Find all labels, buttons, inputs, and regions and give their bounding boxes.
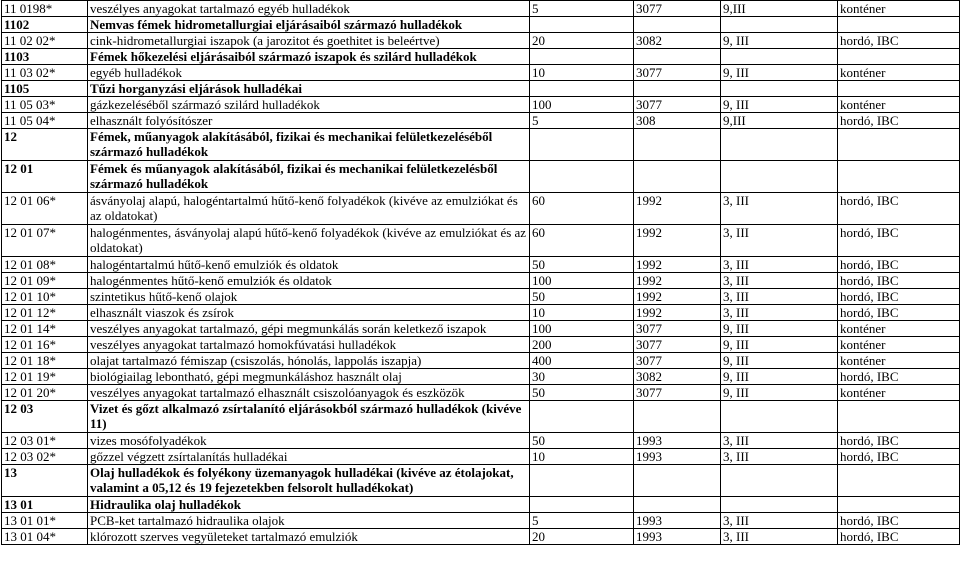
waste-code-cell: 11 05 04*	[2, 113, 88, 129]
table-heading-row	[2, 161, 960, 193]
packaging-cell: hordó, IBC	[838, 113, 960, 129]
waste-code-cell: 12 01 06*	[2, 193, 88, 225]
waste-code-cell: 12 03 01*	[2, 433, 88, 449]
quantity-cell: 50	[530, 433, 634, 449]
table-heading-row	[2, 81, 960, 97]
un-number-cell: 1993	[634, 529, 721, 545]
waste-description-cell: szintetikus hűtő-kenő olajok	[88, 289, 530, 305]
table-row	[2, 321, 960, 337]
waste-description-cell: gázkezeléséből származó szilárd hulladékok	[88, 97, 530, 113]
table-heading-row	[2, 129, 960, 161]
class-cell: 3, III	[721, 449, 838, 465]
packaging-cell	[838, 129, 960, 161]
waste-code-cell: 12 03	[2, 401, 88, 433]
class-cell	[721, 17, 838, 33]
table-heading-row	[2, 49, 960, 65]
table-row	[2, 289, 960, 305]
un-number-cell: 3077	[634, 337, 721, 353]
waste-description-cell: veszélyes anyagokat tartalmazó homokfúvatási hulladékok	[88, 337, 530, 353]
waste-code-cell: 1105	[2, 81, 88, 97]
waste-code-cell: 11 0198*	[2, 1, 88, 17]
quantity-cell: 20	[530, 529, 634, 545]
table-row	[2, 1, 960, 17]
table-row	[2, 529, 960, 545]
waste-code-cell: 12 01	[2, 161, 88, 193]
packaging-cell: hordó, IBC	[838, 225, 960, 257]
packaging-cell	[838, 497, 960, 513]
quantity-cell: 50	[530, 257, 634, 273]
class-cell: 9, III	[721, 97, 838, 113]
class-cell: 3, III	[721, 225, 838, 257]
waste-description-cell: klórozott szerves vegyületeket tartalmazó emulziók	[88, 529, 530, 545]
waste-description-cell: veszélyes anyagokat tartalmazó egyéb hulladékok	[88, 1, 530, 17]
packaging-cell: konténer	[838, 97, 960, 113]
waste-code-cell: 12 01 12*	[2, 305, 88, 321]
class-cell: 3, III	[721, 529, 838, 545]
quantity-cell	[530, 161, 634, 193]
packaging-cell: hordó, IBC	[838, 449, 960, 465]
class-cell	[721, 497, 838, 513]
waste-description-cell: veszélyes anyagokat tartalmazó, gépi megmunkálás során keletkező iszapok	[88, 321, 530, 337]
un-number-cell	[634, 497, 721, 513]
waste-code-cell: 12 01 09*	[2, 273, 88, 289]
un-number-cell: 3077	[634, 385, 721, 401]
quantity-cell: 60	[530, 193, 634, 225]
waste-description-cell: Olaj hulladékok és folyékony üzemanyagok hulladékai (kivéve az étolajokat, valamint a 05,12 és 19 fejezetekben felsorolt hulladékokat)	[88, 465, 530, 497]
un-number-cell	[634, 81, 721, 97]
quantity-cell: 10	[530, 65, 634, 81]
packaging-cell: hordó, IBC	[838, 305, 960, 321]
class-cell: 3, III	[721, 257, 838, 273]
waste-code-cell: 13	[2, 465, 88, 497]
table-row	[2, 33, 960, 49]
un-number-cell: 3077	[634, 97, 721, 113]
un-number-cell: 3077	[634, 1, 721, 17]
class-cell	[721, 129, 838, 161]
waste-table	[1, 0, 960, 545]
packaging-cell: hordó, IBC	[838, 513, 960, 529]
un-number-cell	[634, 49, 721, 65]
waste-description-cell: ásványolaj alapú, halogéntartalmú hűtő-kenő folyadékok (kivéve az emulziókat és az oldatokat)	[88, 193, 530, 225]
waste-description-cell: olajat tartalmazó fémiszap (csiszolás, hónolás, lappolás iszapja)	[88, 353, 530, 369]
waste-code-cell: 12 01 20*	[2, 385, 88, 401]
packaging-cell	[838, 401, 960, 433]
class-cell: 9, III	[721, 353, 838, 369]
table-row	[2, 305, 960, 321]
quantity-cell: 10	[530, 305, 634, 321]
class-cell: 9, III	[721, 337, 838, 353]
un-number-cell: 1993	[634, 449, 721, 465]
packaging-cell: konténer	[838, 65, 960, 81]
waste-table-body	[2, 1, 960, 545]
quantity-cell	[530, 497, 634, 513]
quantity-cell	[530, 465, 634, 497]
un-number-cell: 3077	[634, 353, 721, 369]
packaging-cell	[838, 161, 960, 193]
quantity-cell: 5	[530, 1, 634, 17]
packaging-cell: hordó, IBC	[838, 369, 960, 385]
un-number-cell: 3082	[634, 369, 721, 385]
table-row	[2, 65, 960, 81]
class-cell: 9, III	[721, 65, 838, 81]
packaging-cell	[838, 49, 960, 65]
quantity-cell: 200	[530, 337, 634, 353]
packaging-cell: hordó, IBC	[838, 33, 960, 49]
quantity-cell: 30	[530, 369, 634, 385]
class-cell: 3, III	[721, 273, 838, 289]
quantity-cell: 100	[530, 321, 634, 337]
packaging-cell: hordó, IBC	[838, 433, 960, 449]
packaging-cell	[838, 81, 960, 97]
table-row	[2, 193, 960, 225]
waste-description-cell: cink-hidrometallurgiai iszapok (a jarozitot és goethitet is beleértve)	[88, 33, 530, 49]
un-number-cell: 1992	[634, 193, 721, 225]
quantity-cell	[530, 17, 634, 33]
quantity-cell	[530, 401, 634, 433]
un-number-cell: 3077	[634, 321, 721, 337]
waste-code-cell: 11 02 02*	[2, 33, 88, 49]
waste-code-cell: 13 01 01*	[2, 513, 88, 529]
waste-description-cell: egyéb hulladékok	[88, 65, 530, 81]
table-heading-row	[2, 17, 960, 33]
un-number-cell	[634, 465, 721, 497]
packaging-cell: konténer	[838, 385, 960, 401]
quantity-cell: 10	[530, 449, 634, 465]
packaging-cell: hordó, IBC	[838, 257, 960, 273]
class-cell	[721, 161, 838, 193]
waste-description-cell: veszélyes anyagokat tartalmazó elhasznált csiszolóanyagok és eszközök	[88, 385, 530, 401]
table-row	[2, 433, 960, 449]
waste-description-cell: biológiailag lebontható, gépi megmunkáláshoz használt olaj	[88, 369, 530, 385]
waste-code-cell: 12 01 18*	[2, 353, 88, 369]
table-row	[2, 513, 960, 529]
waste-description-cell: elhasznált viaszok és zsírok	[88, 305, 530, 321]
packaging-cell: hordó, IBC	[838, 289, 960, 305]
un-number-cell: 308	[634, 113, 721, 129]
waste-code-cell: 12 01 14*	[2, 321, 88, 337]
un-number-cell	[634, 161, 721, 193]
un-number-cell: 1992	[634, 289, 721, 305]
quantity-cell	[530, 49, 634, 65]
class-cell	[721, 465, 838, 497]
quantity-cell: 60	[530, 225, 634, 257]
table-row	[2, 273, 960, 289]
table-row	[2, 369, 960, 385]
packaging-cell: konténer	[838, 337, 960, 353]
quantity-cell: 5	[530, 513, 634, 529]
waste-code-cell: 12 01 10*	[2, 289, 88, 305]
un-number-cell: 1992	[634, 305, 721, 321]
table-heading-row	[2, 465, 960, 497]
table-row	[2, 337, 960, 353]
waste-code-cell: 12 01 07*	[2, 225, 88, 257]
quantity-cell: 20	[530, 33, 634, 49]
quantity-cell: 50	[530, 289, 634, 305]
waste-description-cell: Nemvas fémek hidrometallurgiai eljárásaiból származó hulladékok	[88, 17, 530, 33]
table-row	[2, 257, 960, 273]
table-heading-row	[2, 497, 960, 513]
waste-description-cell: Hidraulika olaj hulladékok	[88, 497, 530, 513]
class-cell: 9, III	[721, 321, 838, 337]
waste-description-cell: Vizet és gőzt alkalmazó zsírtalanító eljárásokból származó hulladékok (kivéve 11)	[88, 401, 530, 433]
packaging-cell: hordó, IBC	[838, 529, 960, 545]
waste-code-cell: 1103	[2, 49, 88, 65]
class-cell	[721, 401, 838, 433]
waste-code-cell: 12 01 16*	[2, 337, 88, 353]
waste-code-cell: 12 01 08*	[2, 257, 88, 273]
waste-code-cell: 13 01 04*	[2, 529, 88, 545]
packaging-cell	[838, 465, 960, 497]
un-number-cell: 1992	[634, 273, 721, 289]
un-number-cell: 1993	[634, 433, 721, 449]
un-number-cell	[634, 129, 721, 161]
un-number-cell: 3082	[634, 33, 721, 49]
class-cell: 9,III	[721, 113, 838, 129]
waste-description-cell: Tűzi horganyzási eljárások hulladékai	[88, 81, 530, 97]
un-number-cell: 1992	[634, 225, 721, 257]
un-number-cell: 1993	[634, 513, 721, 529]
table-row	[2, 353, 960, 369]
table-heading-row	[2, 401, 960, 433]
waste-description-cell: Fémek hőkezelési eljárásaiból származó iszapok és szilárd hulladékok	[88, 49, 530, 65]
waste-description-cell: Fémek és műanyagok alakításából, fizikai és mechanikai felületkezelésből származó hulladékok	[88, 161, 530, 193]
waste-code-cell: 12 03 02*	[2, 449, 88, 465]
class-cell: 3, III	[721, 513, 838, 529]
waste-description-cell: Fémek, műanyagok alakításából, fizikai és mechanikai felületkezeléséből származó hulladékok	[88, 129, 530, 161]
quantity-cell: 5	[530, 113, 634, 129]
un-number-cell: 3077	[634, 65, 721, 81]
class-cell: 3, III	[721, 433, 838, 449]
class-cell	[721, 81, 838, 97]
table-row	[2, 449, 960, 465]
waste-code-cell: 12	[2, 129, 88, 161]
table-row	[2, 97, 960, 113]
un-number-cell	[634, 401, 721, 433]
quantity-cell: 100	[530, 273, 634, 289]
waste-code-cell: 11 05 03*	[2, 97, 88, 113]
class-cell: 3, III	[721, 193, 838, 225]
waste-description-cell: halogénmentes hűtő-kenő emulziók és oldatok	[88, 273, 530, 289]
waste-code-cell: 11 03 02*	[2, 65, 88, 81]
quantity-cell: 100	[530, 97, 634, 113]
waste-code-cell: 12 01 19*	[2, 369, 88, 385]
quantity-cell	[530, 81, 634, 97]
class-cell: 9, III	[721, 369, 838, 385]
class-cell	[721, 49, 838, 65]
class-cell: 9, III	[721, 33, 838, 49]
packaging-cell: konténer	[838, 321, 960, 337]
table-row	[2, 385, 960, 401]
quantity-cell: 400	[530, 353, 634, 369]
table-row	[2, 225, 960, 257]
waste-description-cell: elhasznált folyósítószer	[88, 113, 530, 129]
waste-description-cell: gőzzel végzett zsírtalanítás hulladékai	[88, 449, 530, 465]
quantity-cell	[530, 129, 634, 161]
un-number-cell	[634, 17, 721, 33]
table-row	[2, 113, 960, 129]
class-cell: 3, III	[721, 305, 838, 321]
waste-code-cell: 1102	[2, 17, 88, 33]
waste-code-cell: 13 01	[2, 497, 88, 513]
class-cell: 9,III	[721, 1, 838, 17]
waste-description-cell: PCB-ket tartalmazó hidraulika olajok	[88, 513, 530, 529]
packaging-cell: hordó, IBC	[838, 273, 960, 289]
class-cell: 9, III	[721, 385, 838, 401]
class-cell: 3, III	[721, 289, 838, 305]
quantity-cell: 50	[530, 385, 634, 401]
packaging-cell: konténer	[838, 353, 960, 369]
un-number-cell: 1992	[634, 257, 721, 273]
waste-description-cell: halogénmentes, ásványolaj alapú hűtő-kenő folyadékok (kivéve az emulziókat és az oldatokat)	[88, 225, 530, 257]
packaging-cell: hordó, IBC	[838, 193, 960, 225]
waste-description-cell: halogéntartalmú hűtő-kenő emulziók és oldatok	[88, 257, 530, 273]
packaging-cell	[838, 17, 960, 33]
waste-description-cell: vizes mosófolyadékok	[88, 433, 530, 449]
packaging-cell: konténer	[838, 1, 960, 17]
